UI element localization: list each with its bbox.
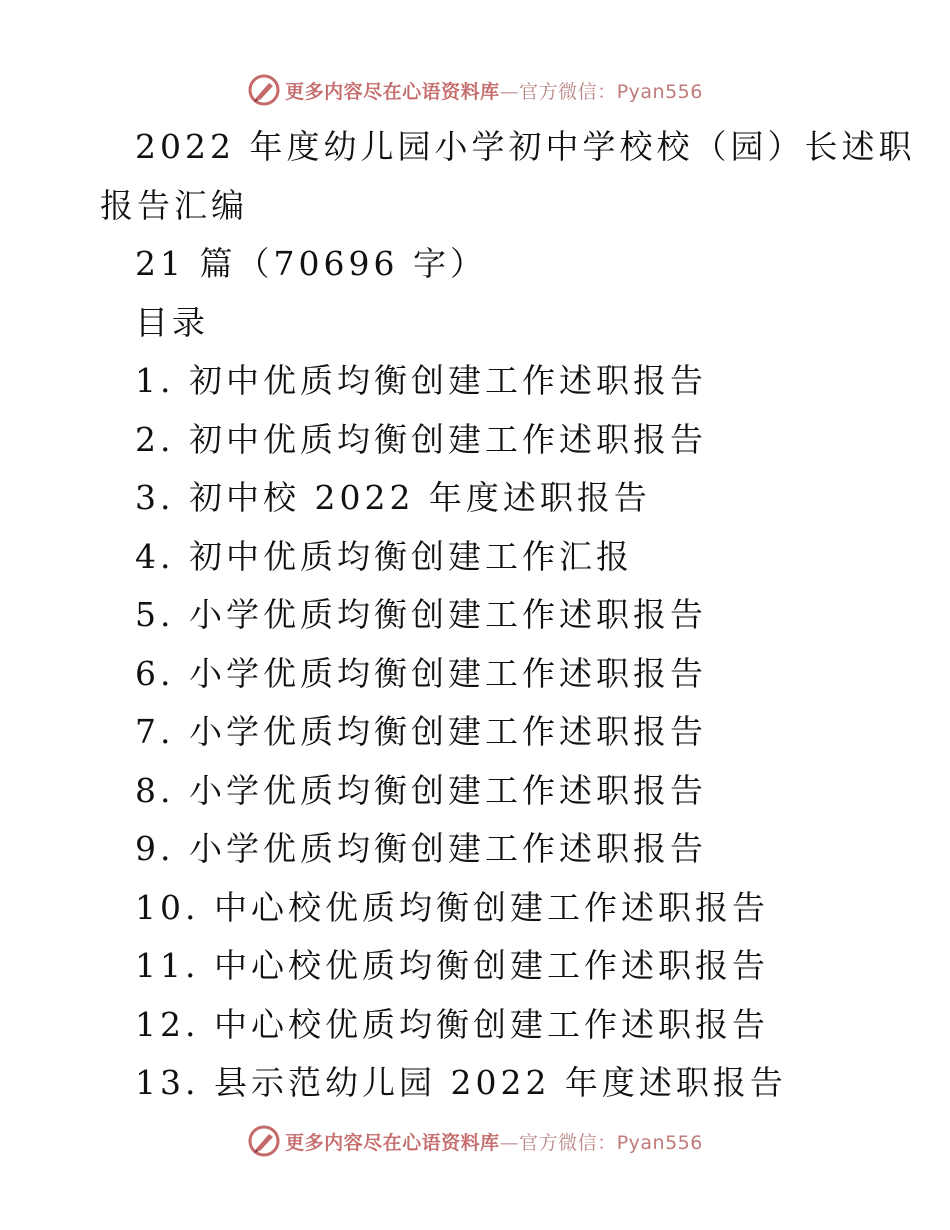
watermark-separator: — (499, 80, 520, 103)
toc-item: 3. 初中校 2022 年度述职报告 (135, 478, 651, 517)
watermark-text (285, 1128, 703, 1155)
watermark-text (285, 77, 703, 104)
toc-heading: 目录 (135, 302, 209, 342)
document-title-line-2: 报告汇编 (100, 185, 248, 225)
header-watermark (0, 70, 950, 110)
watermark-separator: — (499, 1131, 520, 1154)
toc-item: 11. 中心校优质均衡创建工作述职报告 (135, 946, 769, 985)
document-title-line-1: 2022 年度幼儿园小学初中学校校（园）长述职 (135, 127, 916, 166)
toc-item: 10. 中心校优质均衡创建工作述职报告 (135, 887, 769, 927)
toc-item: 7. 小学优质均衡创建工作述职报告 (135, 712, 707, 751)
toc-list (0, 352, 950, 1113)
watermark-main: 更多内容尽在心语资料库 (285, 80, 500, 103)
document-body (0, 118, 950, 1113)
document-count: 21 篇（70696 字） (135, 244, 487, 283)
watermark-id: Pyan556 (616, 1131, 703, 1154)
toc-item: 12. 中心校优质均衡创建工作述职报告 (135, 1004, 769, 1044)
toc-item: 1. 初中优质均衡创建工作述职报告 (135, 361, 707, 400)
watermark-main: 更多内容尽在心语资料库 (285, 1131, 500, 1154)
footer-watermark (0, 1121, 950, 1161)
toc-item: 5. 小学优质均衡创建工作述职报告 (135, 595, 707, 634)
pen-logo-icon (247, 73, 281, 107)
toc-item: 2. 初中优质均衡创建工作述职报告 (135, 419, 707, 459)
watermark-id: Pyan556 (616, 80, 703, 103)
toc-item: 13. 县示范幼儿园 2022 年度述职报告 (135, 1063, 787, 1102)
toc-item: 6. 小学优质均衡创建工作述职报告 (135, 653, 707, 693)
toc-item: 4. 初中优质均衡创建工作汇报 (135, 536, 633, 576)
toc-item: 8. 小学优质均衡创建工作述职报告 (135, 770, 707, 810)
watermark-label: 官方微信： (519, 1131, 617, 1154)
toc-item: 9. 小学优质均衡创建工作述职报告 (135, 829, 707, 868)
pen-logo-icon (247, 1124, 281, 1158)
watermark-label: 官方微信： (519, 80, 617, 103)
